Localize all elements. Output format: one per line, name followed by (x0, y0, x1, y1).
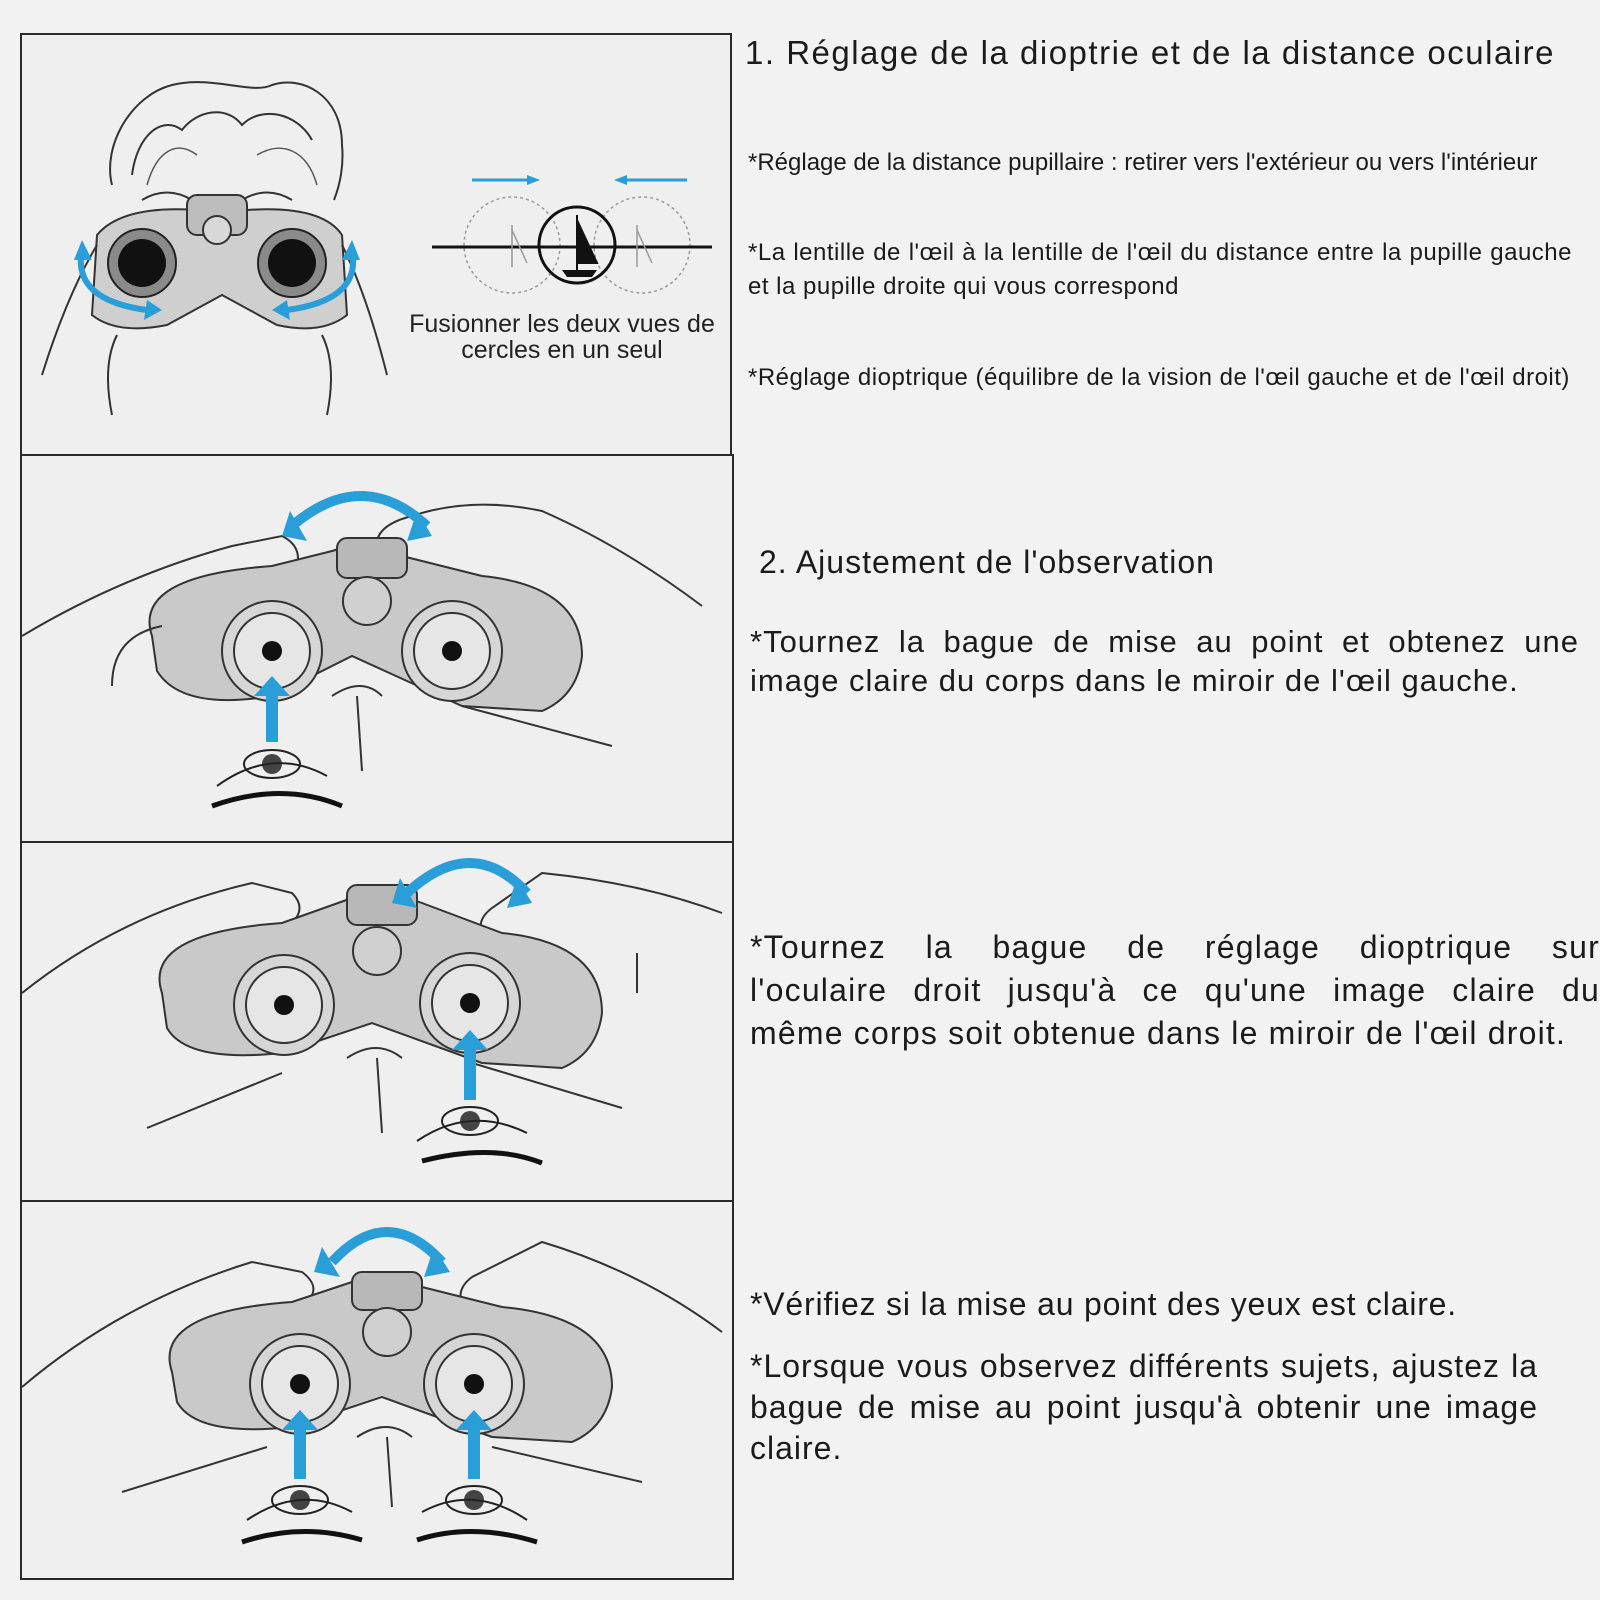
diopter-right-illustration (22, 843, 734, 1202)
diopter-step-line: *Tournez la bague de réglage dioptrique sur (750, 929, 1600, 965)
check-focus-step: *Vérifiez si la mise au point des yeux est claire. (750, 1286, 1457, 1322)
pupillary-distance-note: *Réglage de la distance pupillaire : retirer vers l'extérieur ou vers l'intérieur (748, 149, 1538, 176)
different-subjects-step: *Lorsque vous observez différents sujets, ajustez la bague de mise au point jusqu'à obtenir une image claire. (750, 1348, 1538, 1466)
lens-distance-note: *La lentille de l'œil à la lentille de l'œil du distance entre la pupille gauche et la pupille droite qui vous correspond (748, 239, 1572, 300)
both-eyes-illustration (22, 1202, 734, 1580)
diopter-step-line: même corps soit obtenue dans le miroir de l'œil droit. (750, 1015, 1567, 1051)
diopter-adjustment-note: *Réglage dioptrique (équilibre de la vision de l'œil gauche et de l'œil droit) (748, 364, 1570, 391)
panel-diopter-right-eye (20, 841, 734, 1202)
section-1-heading: 1. Réglage de la dioptrie et de la distance oculaire (745, 34, 1555, 71)
section-2-heading: 2. Ajustement de l'observation (759, 544, 1215, 580)
panel-both-eyes-check (20, 1200, 734, 1580)
focus-left-illustration (22, 456, 734, 843)
focus-ring-step: *Tournez la bague de mise au point et obtenez une image claire du corps dans le miroir de l'œil gauche. (750, 624, 1579, 698)
panel-ipd-adjustment (20, 33, 732, 456)
ipd-illustration (22, 35, 732, 456)
diopter-ring-step (750, 926, 1600, 1055)
diopter-step-line: l'oculaire droit jusqu'à ce qu'une image claire du (750, 972, 1600, 1008)
merge-circles-caption: Fusionner les deux vues de cercles en un seul (409, 310, 715, 364)
panel-focus-left-eye (20, 454, 734, 843)
